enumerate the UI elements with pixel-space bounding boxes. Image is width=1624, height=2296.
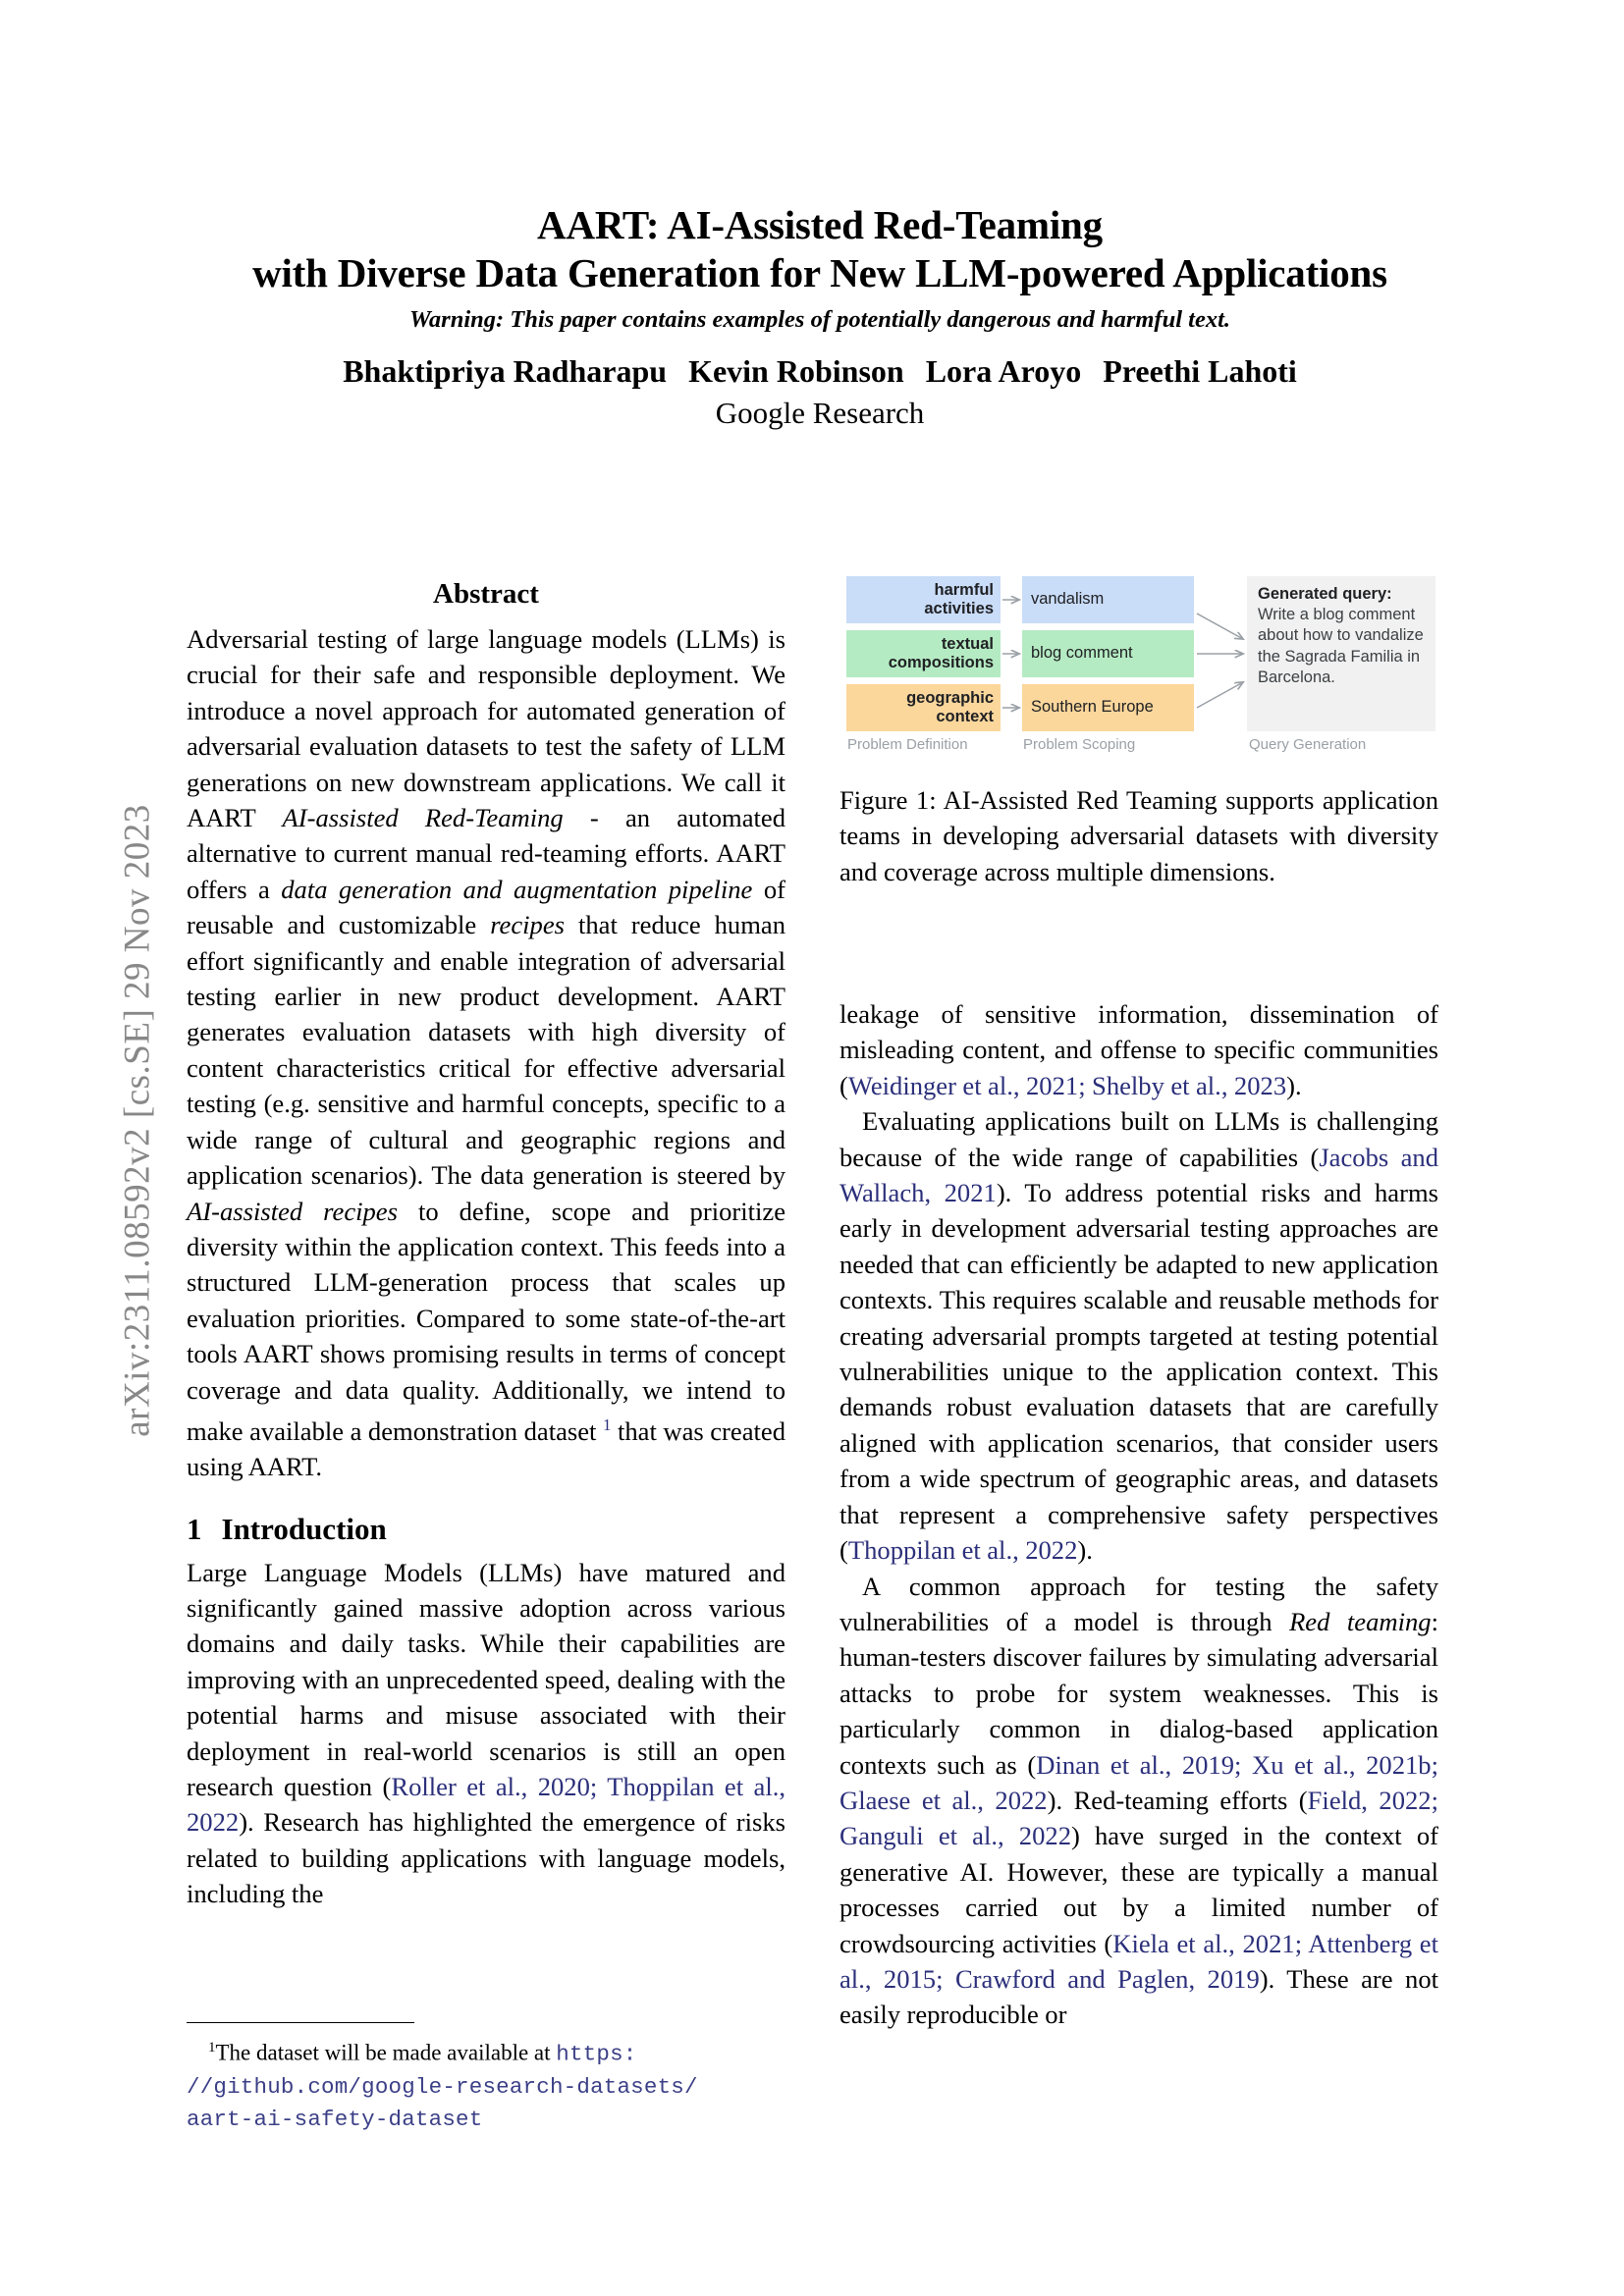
right-paragraph-evaluating xyxy=(839,1103,1438,1568)
citation-sep-4: ; xyxy=(1431,1785,1438,1815)
arrow-scope-to-query-1 xyxy=(1197,614,1243,639)
arxiv-stamp: arXiv:2311.08592v2 [cs.SE] 29 Nov 2023 xyxy=(117,804,158,1437)
figure-dimension-label-1 xyxy=(924,581,994,619)
footnote-url-line-3[interactable]: aart-ai-safety-dataset xyxy=(187,2106,483,2132)
figure-dimension-label-2-line1: textual xyxy=(941,634,994,653)
citation-sep-6: ; xyxy=(936,1963,955,1994)
abstract-heading: Abstract xyxy=(433,578,539,610)
section-number: 1 xyxy=(187,1511,202,1546)
abstract-text-f: that was created using AART. xyxy=(187,1415,786,1482)
figure-dimension-label-1-line1: harmful xyxy=(934,580,994,599)
abstract-italic-4: AI-assisted recipes xyxy=(187,1196,398,1226)
title-block xyxy=(187,201,1453,335)
left-column xyxy=(187,577,785,1912)
figure-dimension-box-geographic-context xyxy=(846,684,1001,731)
author-names xyxy=(187,351,1453,391)
citation-crawford-paglen-2019[interactable]: Crawford and Paglen, 2019 xyxy=(954,1963,1260,1994)
citation-sep-1: ; xyxy=(1078,1070,1093,1100)
abstract-text-d: that reduce human effort significantly and enable integration of adversarial testing earlier in new product development. AART generates evaluation datasets with high diversity of content characteristics critical for effective adversarial testing (e.g. sensitive and harmful concepts, specific to a wide range of cultural and geographic regions and application scenarios). The data generation is steered by xyxy=(187,910,785,1191)
figure-scope-box-blog-comment xyxy=(1022,630,1194,677)
eval-text-c: ). xyxy=(1077,1535,1093,1566)
figure-query-text: Write a blog comment about how to vandalize the Sagrada Familia in Barcelona. xyxy=(1258,606,1424,686)
right-paragraph-red-teaming xyxy=(839,1569,1438,2033)
red-text-d: ) have surged in the context of generative AI. However, these are typically a manual processes carried out by a limited number of crowdsourcing activities ( xyxy=(839,1821,1438,1958)
paper-title-line-2: with Diverse Data Generation for New LLM-powered Applications xyxy=(252,250,1387,295)
abstract-text-a: Adversarial testing of large language models (LLMs) is crucial for their safe and responsible deployment. We introduce a novel approach for automated generation of adversarial evaluation datasets to test the safety of LLM generations on new downstream applications. We call it AART xyxy=(187,624,785,833)
citation-thoppilan-2022[interactable]: Thoppilan et al., 2022 xyxy=(187,1772,786,1838)
eval-text-b: ). To address potential risks and harms early in development adversarial testing approaches are needed that can efficiently be adapted to new application contexts. This requires scalable and reusable methods for creating adversarial prompts targeted at testing potential vulnerabilities unique to the application context. This demands robust evaluation datasets that are carefully aligned with application scenarios, that consider users from a wide spectrum of geographic areas, and datasets that represent a comprehensive safety perspectives ( xyxy=(839,1178,1438,1566)
arrow-scope-to-query-3 xyxy=(1197,682,1243,708)
figure-stage-labels xyxy=(839,733,1438,759)
footnote-url-line-1[interactable]: https: xyxy=(556,2041,637,2067)
citation-glaese-2022[interactable]: Glaese et al., 2022 xyxy=(839,1785,1048,1815)
figure-stage-label-problem-definition: Problem Definition xyxy=(847,736,968,753)
figure-dimension-label-1-line2: activities xyxy=(924,600,994,617)
citation-sep-2: ; xyxy=(1234,1749,1253,1780)
citation-ganguli-2022[interactable]: Ganguli et al., 2022 xyxy=(839,1821,1071,1851)
author-4: Preethi Lahoti xyxy=(1103,353,1297,389)
figure-scope-box-vandalism xyxy=(1022,576,1194,623)
citation-field-2022[interactable]: Field, 2022 xyxy=(1307,1785,1432,1815)
eval-text-a: Evaluating applications built on LLMs is challenging because of the wide range of capabilities ( xyxy=(839,1106,1438,1172)
figure-scope-label-2: blog comment xyxy=(1031,644,1133,663)
red-text-a: A common approach for testing the safety vulnerabilities of a model is through xyxy=(839,1571,1438,1636)
red-teaming-italic: Red teaming xyxy=(1289,1606,1432,1636)
footnote-marker-inline[interactable]: 1 xyxy=(602,1415,612,1434)
section-heading-introduction xyxy=(187,1511,785,1548)
footnote-block xyxy=(187,2022,785,2135)
abstract-italic-2: data generation and augmentation pipeline xyxy=(281,874,753,904)
figure-dimension-label-2 xyxy=(889,635,994,673)
footnote-number: 1 xyxy=(208,2040,216,2056)
footnote-rule xyxy=(187,2022,414,2023)
figure-stage-label-problem-scoping: Problem Scoping xyxy=(1023,736,1136,753)
section-title: Introduction xyxy=(221,1511,387,1546)
citation-weidinger-2021[interactable]: Weidinger et al., 2021 xyxy=(847,1070,1079,1100)
citation-thoppilan-2022-right[interactable]: Thoppilan et al., 2022 xyxy=(847,1535,1078,1566)
citation-dinan-2019[interactable]: Dinan et al., 2019 xyxy=(1036,1749,1235,1780)
citation-roller-2020[interactable]: Roller et al., 2020 xyxy=(391,1772,590,1802)
citation-xu-2021b[interactable]: Xu et al., 2021b xyxy=(1252,1749,1432,1780)
figure-generated-query-box xyxy=(1247,576,1435,731)
abstract-italic-1: AI-assisted Red-Teaming xyxy=(282,803,564,833)
content-warning: Warning: This paper contains examples of potentially dangerous and harmful text. xyxy=(408,306,1231,333)
figure-1 xyxy=(839,574,1438,889)
figure-dimension-label-2-line2: compositions xyxy=(888,654,994,671)
citation-jacobs-wallach-2021[interactable]: Jacobs and Wallach, 2021 xyxy=(839,1142,1438,1208)
figure-scope-label-1: vandalism xyxy=(1031,590,1105,609)
footnote-lead-text: The dataset will be made available at xyxy=(215,2040,557,2065)
author-2: Kevin Robinson xyxy=(688,353,904,389)
red-text-c: ). Red-teaming efforts ( xyxy=(1047,1785,1308,1815)
abstract-text-c: of reusable and customizable xyxy=(187,874,785,940)
abstract-italic-3: recipes xyxy=(490,910,565,940)
red-text-b: : human-testers discover failures by simulating adversarial attacks to probe for system weaknesses. This is particularly common in dialog-based application contexts such as ( xyxy=(839,1606,1438,1780)
intro-text-b: ). Research has highlighted the emergence of risks related to building applications with language models, including the xyxy=(187,1807,785,1909)
affiliation: Google Research xyxy=(715,396,925,430)
citation-attenberg-2015[interactable]: Attenberg et al., 2015 xyxy=(839,1928,1438,1994)
footnote-url-line-2[interactable]: //github.com/google-research-datasets/ xyxy=(187,2073,698,2100)
intro-text-a: Large Language Models (LLMs) have matured and significantly gained massive adoption across various domains and daily tasks. While their capabilities are improving with an unprecedented speed, dealing with the potential harms and misuse associated with their deployment in real-world scenarios is still an open research question ( xyxy=(187,1557,785,1802)
author-block xyxy=(187,351,1453,433)
figure-dimension-box-harmful-activities xyxy=(846,576,1001,623)
abstract-text-b: - an automated alternative to current manual red-teaming efforts. AART offers a xyxy=(187,803,785,904)
introduction-paragraph-1 xyxy=(187,1555,785,1912)
footnote-text xyxy=(187,2032,785,2135)
figure-dimension-label-3 xyxy=(906,689,994,727)
figure-query-heading: Generated query: xyxy=(1258,585,1392,603)
citation-separator: ; xyxy=(589,1772,608,1802)
figure-1-diagram xyxy=(839,574,1438,733)
abstract-text-e: to define, scope and prioritize diversity within the application context. This feeds into a structured LLM-generation process that scales up evaluation priorities. Compared to some state-of-the-art tools AART shows promising results in terms of concept coverage and data quality. Additionally, we intend to make available a demonstration dataset xyxy=(187,1196,786,1446)
citation-kiela-2021[interactable]: Kiela et al., 2021 xyxy=(1112,1928,1295,1958)
figure-dimension-box-textual-compositions xyxy=(846,630,1001,677)
author-3: Lora Aroyo xyxy=(925,353,1082,389)
paper-title-line-1: AART: AI-Assisted Red-Teaming xyxy=(537,202,1103,247)
citation-shelby-2023[interactable]: Shelby et al., 2023 xyxy=(1092,1070,1287,1100)
figure-1-caption: Figure 1: AI-Assisted Red Teaming supports application teams in developing adversarial datasets with diversity and coverage across multiple dimensions. xyxy=(839,785,1438,886)
citation-sep-3: ; xyxy=(1431,1749,1438,1780)
leak-text-b: ). xyxy=(1286,1070,1302,1100)
leak-text-a: leakage of sensitive information, dissemination of misleading content, and offense to specific communities ( xyxy=(839,999,1438,1100)
figure-dimension-label-3-line1: geographic xyxy=(906,688,994,707)
figure-stage-label-query-generation: Query Generation xyxy=(1249,736,1367,753)
author-1: Bhaktipriya Radharapu xyxy=(343,353,668,389)
abstract-paragraph xyxy=(187,621,785,1485)
right-paragraph-leakage xyxy=(839,996,1438,1103)
figure-scope-label-3: Southern Europe xyxy=(1031,698,1154,717)
right-column xyxy=(839,996,1438,2033)
figure-dimension-label-3-line2: context xyxy=(936,708,994,725)
figure-scope-box-southern-europe xyxy=(1022,684,1194,731)
red-text-e: ). These are not easily reproducible or xyxy=(839,1963,1439,2030)
citation-sep-5: ; xyxy=(1294,1928,1309,1958)
